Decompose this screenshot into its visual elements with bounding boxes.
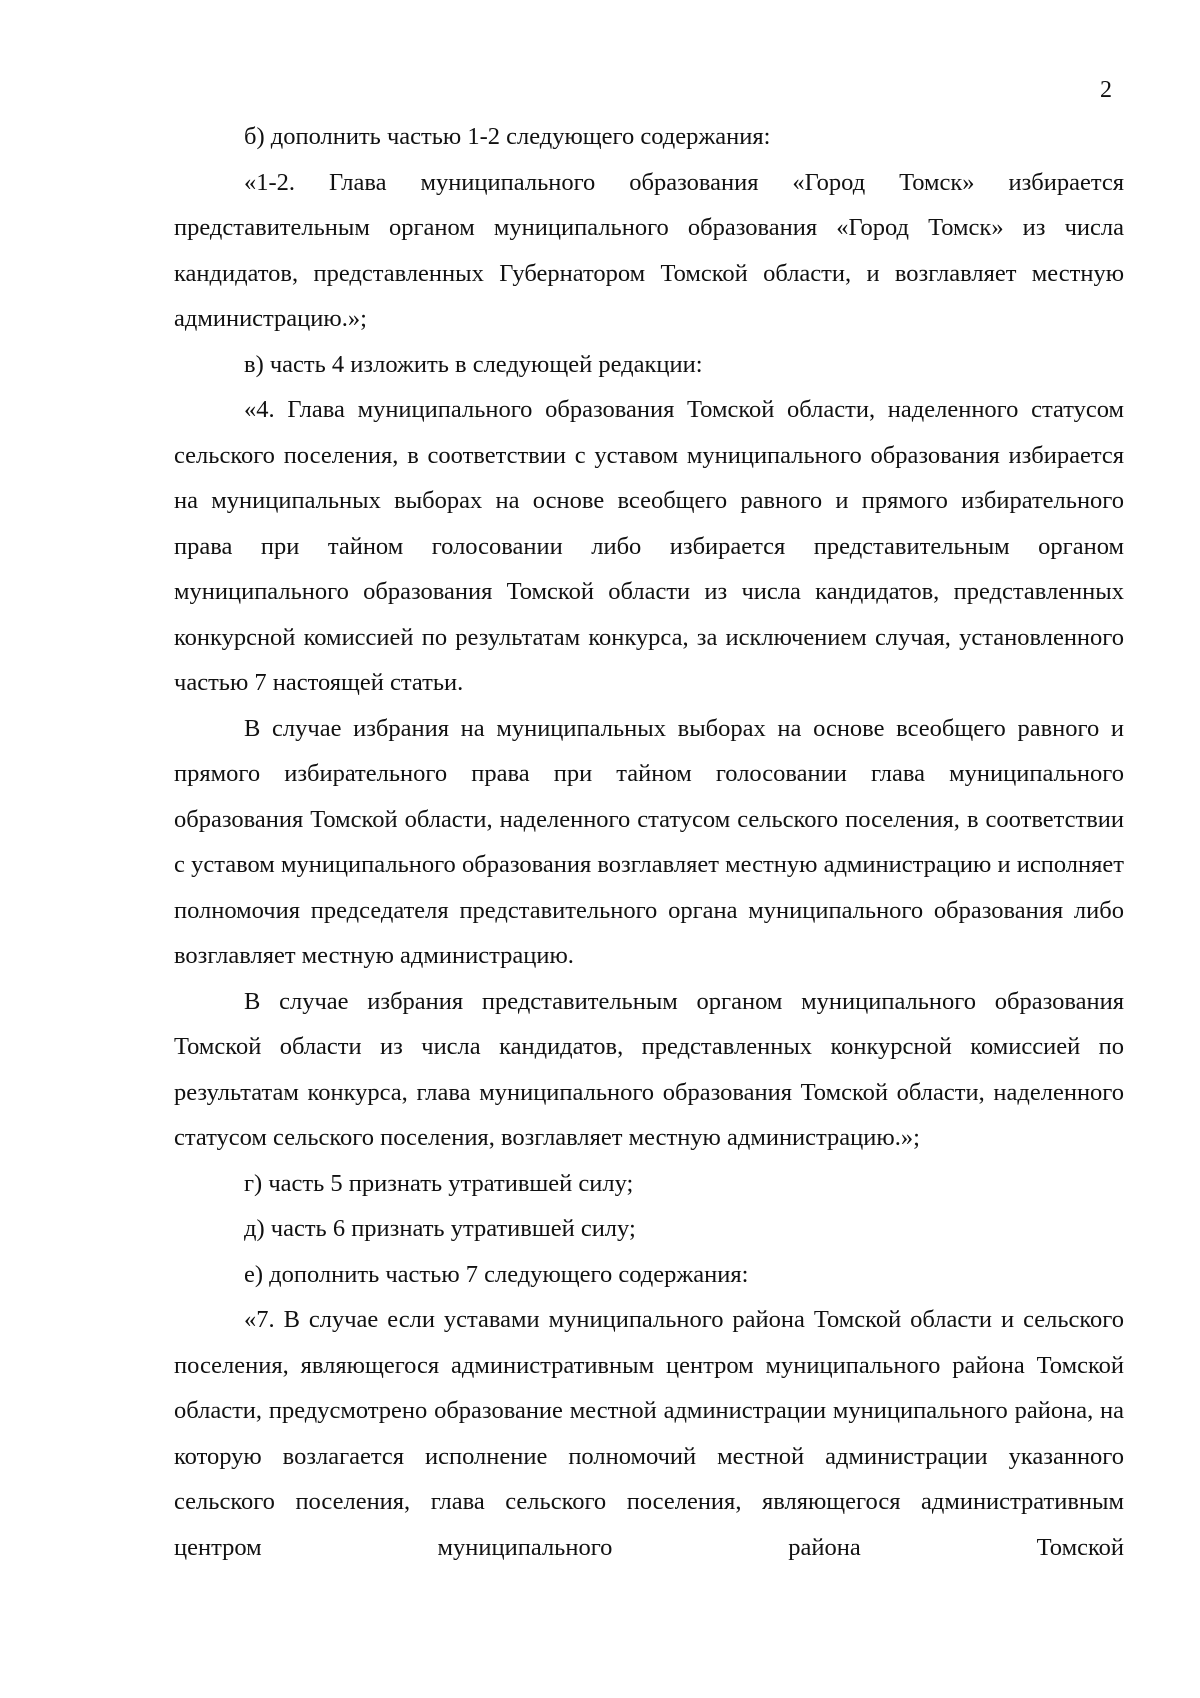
item-e-add-part-7: е) дополнить частью 7 следующего содержания: — [244, 1260, 749, 1288]
page-number: 2 — [1100, 77, 1112, 103]
item-d-part-6-repealed: д) часть 6 признать утратившей силу; — [244, 1215, 636, 1242]
quote-part-4: «4. Глава муниципального образования Томской области, наделенного статусом сельского поселения, в соответствии с уставом муниципального образования избирается на муниципальных выборах на основе всеобщего равного и прямого избирательного права при тайном голосовании либо избирается представительным органом муниципального образования Томской области из числа кандидатов, представленных конкурсной комиссией по результатам конкурса, за исключением случая, установленного частью 7 настоящей статьи. — [174, 396, 1124, 696]
item-v-part-4-new-wording: в) часть 4 изложить в следующей редакции: — [244, 350, 703, 378]
document-body — [174, 114, 1124, 1570]
paragraph-election-direct: В случае избрания на муниципальных выборах на основе всеобщего равного и прямого избирательного права при тайном голосовании глава муниципального образования Томской области, наделенного статусом сельского поселения, в соответствии с уставом муниципального образования возглавляет местную администрацию и исполняет полномочия председателя представительного органа муниципального образования либо возглавляет местную администрацию. — [174, 714, 1124, 969]
item-b-add-part-1-2: б) дополнить частью 1-2 следующего содержания: — [244, 123, 771, 150]
paragraph-election-by-council: В случае избрания представительным органом муниципального образования Томской области из числа кандидатов, представленных конкурсной комиссией по результатам конкурса, глава муниципального образования Томской области, наделенного статусом сельского поселения, возглавляет местную администрацию.»; — [174, 987, 1124, 1151]
quote-part-7: «7. В случае если уставами муниципального района Томской области и сельского поселения, являющегося административным центром муниципального района Томской области, предусмотрено образование местной администрации муниципального района, на которую возлагается исполнение полномочий местной администрации указанного сельского поселения, глава сельского поселения, являющегося административным центром муниципального района Томской — [174, 1306, 1124, 1561]
item-g-part-5-repealed: г) часть 5 признать утратившей силу; — [244, 1169, 634, 1197]
quote-part-1-2: «1-2. Глава муниципального образования «Город Томск» избирается представительным органом муниципального образования «Город Томск» из числа кандидатов, представленных Губернатором Томской области, и возглавляет местную администрацию.»; — [174, 168, 1124, 332]
